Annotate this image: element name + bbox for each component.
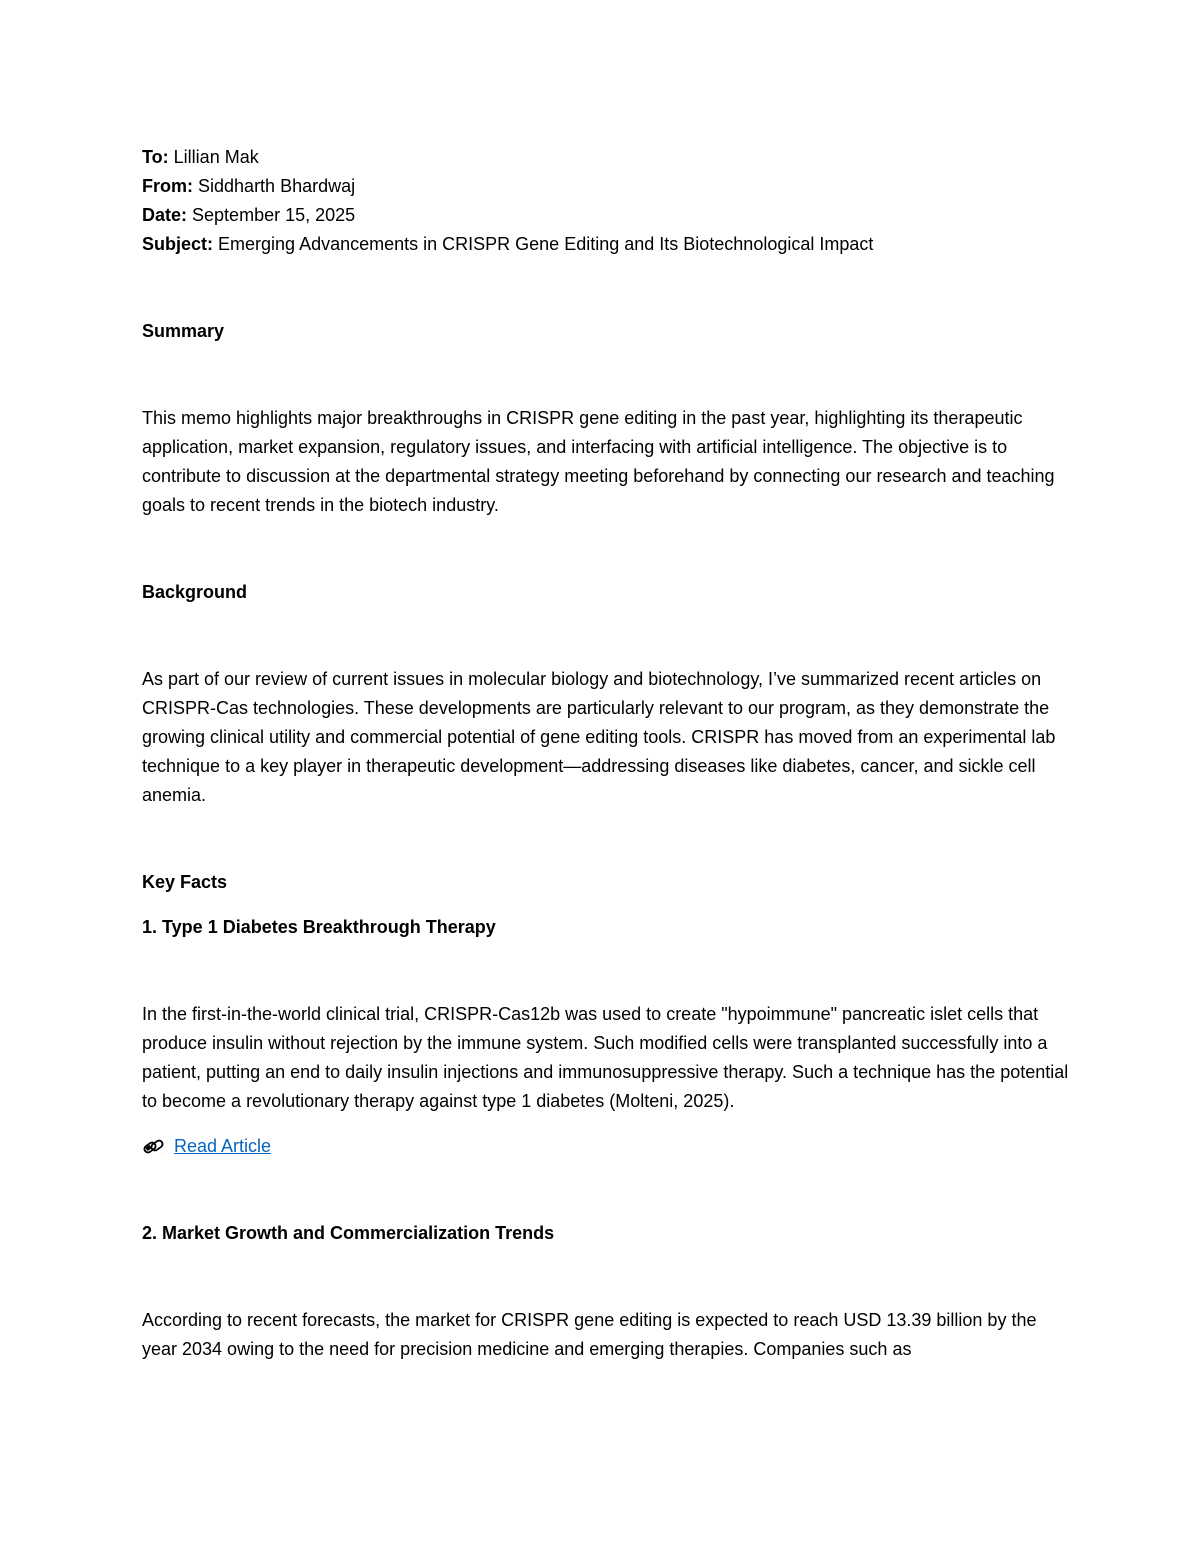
- subject-value: Emerging Advancements in CRISPR Gene Editing and Its Biotechnological Impact: [218, 234, 874, 254]
- subject-label: Subject:: [142, 234, 214, 254]
- to-label: To:: [142, 147, 169, 167]
- summary-heading: Summary: [142, 321, 225, 341]
- to-value: Lillian Mak: [173, 147, 259, 167]
- memo-subject-line: [142, 230, 1072, 259]
- fact-1-link-row: [142, 1132, 1072, 1161]
- memo-from-line: [142, 172, 1072, 201]
- fact-1-paragraph: In the first-in-the-world clinical trial, CRISPR-Cas12b was used to create "hypoimmune" pancreatic islet cells that produce insulin without rejection by the immune system. Such modified cells were transplanted successfully into a patient, putting an end to daily insulin injections and immunosuppressive therapy. Such a technique has the potential to become a revolutionary therapy against type 1 diabetes (Molteni, 2025).: [142, 1004, 1069, 1111]
- summary-paragraph: This memo highlights major breakthroughs in CRISPR gene editing in the past year, highlighting its therapeutic application, market expansion, regulatory issues, and interfacing with artificial intelligence. The objective is to contribute to discussion at the departmental strategy meeting beforehand by connecting our research and teaching goals to recent trends in the biotech industry.: [142, 408, 1055, 515]
- date-label: Date:: [142, 205, 188, 225]
- from-label: From:: [142, 176, 193, 196]
- background-heading: Background: [142, 582, 248, 602]
- link-icon: [142, 1136, 166, 1158]
- from-value: Siddharth Bhardwaj: [198, 176, 356, 196]
- memo-body: [142, 143, 1072, 1364]
- fact-2-paragraph: According to recent forecasts, the market for CRISPR gene editing is expected to reach USD 13.39 billion by the year 2034 owing to the need for precision medicine and emerging therapies. Companies such as: [142, 1310, 1037, 1359]
- date-value: September 15, 2025: [192, 205, 356, 225]
- memo-date-line: [142, 201, 1072, 230]
- fact-1-title: 1. Type 1 Diabetes Breakthrough Therapy: [142, 917, 496, 937]
- fact-2-title: 2. Market Growth and Commercialization Trends: [142, 1223, 555, 1243]
- memo-to-line: [142, 143, 1072, 172]
- read-article-link[interactable]: Read Article: [174, 1136, 272, 1156]
- background-paragraph: As part of our review of current issues in molecular biology and biotechnology, I’ve summarized recent articles on CRISPR-Cas technologies. These developments are particularly relevant to our program, as they demonstrate the growing clinical utility and commercial potential of gene editing tools. CRISPR has moved from an experimental lab technique to a key player in therapeutic development—addressing diseases like diabetes, cancer, and sickle cell anemia.: [142, 669, 1056, 805]
- key-facts-heading: Key Facts: [142, 872, 228, 892]
